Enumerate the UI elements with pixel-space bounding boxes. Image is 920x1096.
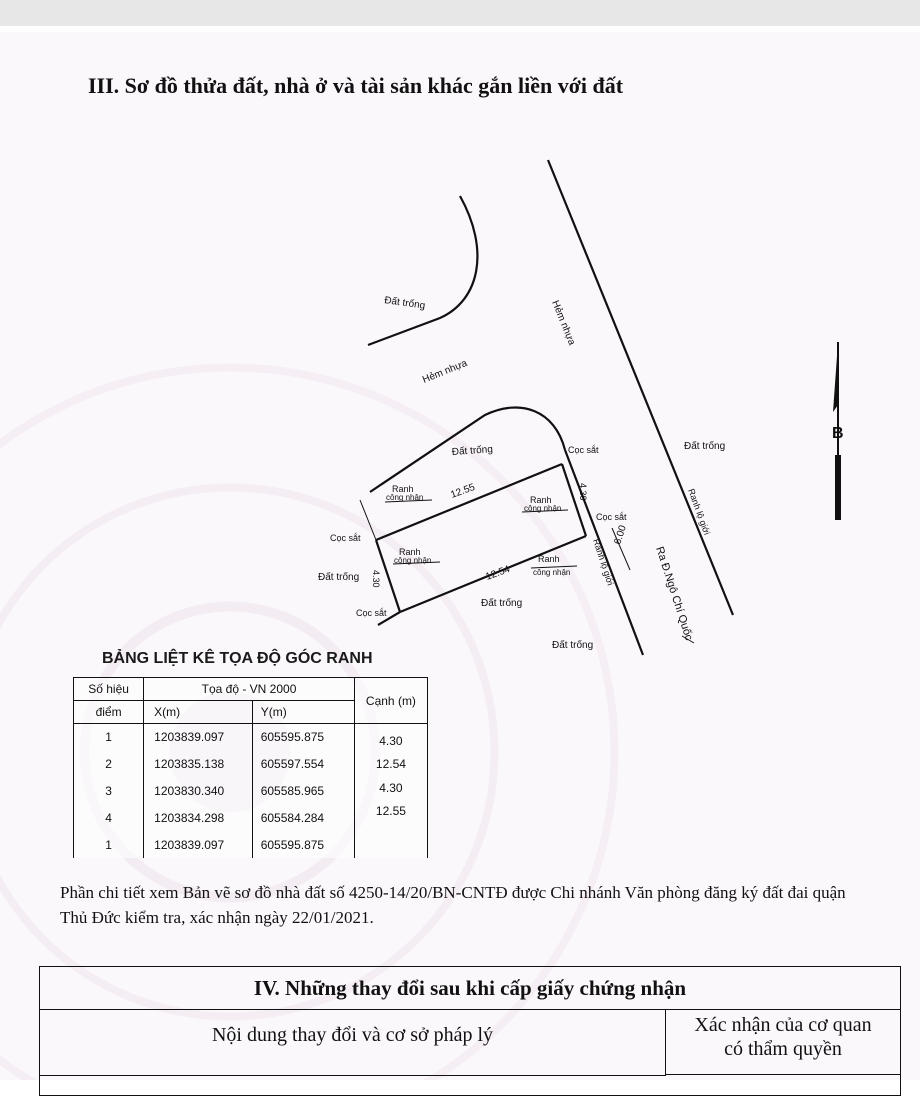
authority-confirm-line-2: có thẩm quyền	[724, 1038, 842, 1060]
dim-leader-1	[360, 500, 376, 540]
label-dim-1255: 12.55	[449, 481, 477, 501]
coord-y: 605584.284	[252, 804, 354, 831]
label-dat-trong-inner: Đất trống	[451, 444, 494, 458]
point-id: 2	[74, 751, 144, 778]
label-ranh-2: Ranh	[530, 495, 552, 505]
coord-y: 605595.875	[252, 831, 354, 858]
label-ranh-3: Ranh	[399, 547, 421, 557]
coordinate-table	[73, 677, 428, 858]
edge-1: 4.30	[379, 734, 403, 748]
label-ranh-lo-gioi-2: Ranh lộ giới	[591, 537, 616, 587]
label-dat-trong-bottom: Đất trống	[552, 640, 594, 651]
label-ranh-lo-gioi-1: Ranh lộ giới	[686, 487, 713, 537]
head-point-1: Số hiệu	[74, 678, 144, 701]
alley-right-edge	[548, 160, 733, 615]
coord-x: 1203839.097	[144, 724, 253, 751]
edge-lengths	[354, 724, 427, 859]
label-dat-trong-bottom-mid: Đất trống	[481, 598, 523, 609]
label-cong-nhan-1: công nhận	[386, 493, 424, 502]
section4-box	[39, 966, 901, 1096]
authority-confirm-line-1: Xác nhận của cơ quan	[694, 1014, 872, 1036]
label-hem-nhua-left: Hẻm nhựa	[421, 357, 469, 386]
label-coc-sat-2: Cọc sắt	[596, 512, 627, 522]
section4-title: IV. Những thay đổi sau khi cấp giấy chứng nhận	[40, 967, 900, 1010]
label-dat-trong-top: Đất trống	[383, 295, 426, 312]
point-id: 4	[74, 804, 144, 831]
edge-3: 4.30	[379, 781, 403, 795]
coord-table-title: BẢNG LIỆT KÊ TỌA ĐỘ GÓC RANH	[102, 650, 373, 667]
point-id: 1	[74, 724, 144, 751]
label-street: Ra Đ.Ngô Chí Quốc	[653, 545, 695, 642]
label-ranh-1: Ranh	[392, 484, 414, 494]
head-y: Y(m)	[252, 701, 354, 724]
edge-4: 12.55	[375, 804, 406, 818]
authority-confirm-header	[666, 1010, 900, 1075]
edge-2: 12.54	[375, 757, 406, 771]
label-dim-430-left: 4.30	[371, 570, 381, 588]
coord-y: 605597.554	[252, 751, 354, 778]
label-coc-sat-3: Cọc sắt	[330, 533, 361, 543]
detail-note: Phần chi tiết xem Bản vẽ sơ đồ nhà đất số 4250-14/20/BN-CNTĐ được Chi nhánh Văn phòng đăng ký đất đai quận Thủ Đức kiểm tra, xác nhận ngày 22/01/2021.	[60, 883, 846, 927]
coord-x: 1203839.097	[144, 831, 253, 858]
label-hem-nhua-right: Hẻm nhựa	[549, 299, 578, 347]
label-coc-sat-4: Cọc sắt	[356, 608, 387, 618]
head-edge: Cạnh (m)	[354, 678, 427, 724]
label-dim-1254: 12.54	[484, 563, 512, 583]
head-point-2: điểm	[74, 701, 144, 724]
label-ranh-4: Ranh	[538, 554, 560, 564]
section3-title: III. Sơ đồ thửa đất, nhà ở và tài sản khác gắn liền với đất	[88, 73, 624, 98]
label-dim-430-right: 4.30	[578, 483, 588, 501]
label-dat-trong-left: Đất trống	[318, 572, 360, 583]
coord-y: 605595.875	[252, 724, 354, 751]
alley-curve-top	[368, 196, 477, 345]
label-dim-600: 6.00	[612, 524, 629, 546]
label-coc-sat-1: Cọc sắt	[568, 445, 599, 455]
label-cong-nhan-4: công nhận	[533, 568, 571, 577]
coord-y: 605585.965	[252, 778, 354, 805]
head-x: X(m)	[144, 701, 253, 724]
label-dat-trong-right: Đất trống	[684, 441, 726, 452]
coord-x: 1203834.298	[144, 804, 253, 831]
coord-x: 1203835.138	[144, 751, 253, 778]
head-coord: Tọa độ - VN 2000	[144, 678, 355, 701]
point-id: 1	[74, 831, 144, 858]
point-id: 3	[74, 778, 144, 805]
north-label: B	[832, 425, 844, 442]
label-cong-nhan-2: công nhận	[524, 504, 562, 513]
change-content-header: Nội dung thay đổi và cơ sở pháp lý	[40, 1010, 666, 1076]
coord-x: 1203830.340	[144, 778, 253, 805]
table-row	[74, 724, 428, 751]
label-cong-nhan-3: công nhận	[394, 556, 432, 565]
